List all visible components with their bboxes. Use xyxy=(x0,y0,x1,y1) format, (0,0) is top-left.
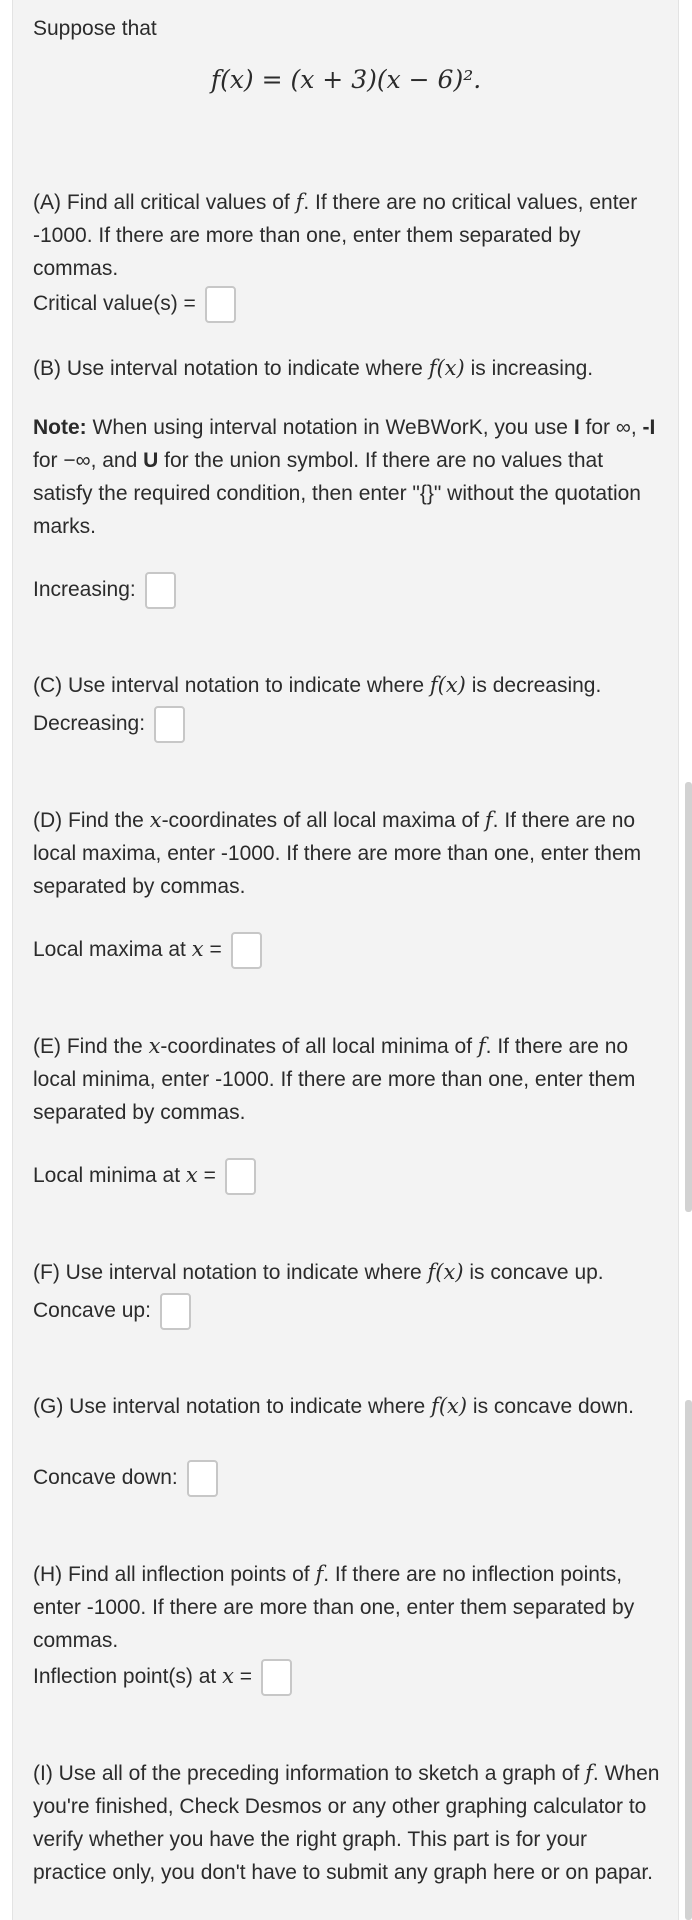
part-e-x: x xyxy=(148,1034,161,1058)
part-a-var: f xyxy=(295,190,304,214)
note-union-symbol: U xyxy=(143,449,159,472)
part-d-var: f xyxy=(484,808,493,832)
inflection-eq: = xyxy=(239,1665,253,1689)
local-maxima-eq: = xyxy=(209,938,222,962)
part-e-question xyxy=(33,1030,665,1129)
part-h-question xyxy=(33,1558,665,1657)
part-b-text: (B) Use interval notation to indicate where xyxy=(33,357,423,380)
part-e-text1: (E) Find the xyxy=(33,1035,143,1058)
local-minima-x: x xyxy=(185,1163,198,1188)
note-t3: for −∞, and xyxy=(33,449,144,472)
part-h-var: f xyxy=(315,1562,324,1586)
local-maxima-label: Local maxima at xyxy=(33,938,186,962)
part-c-text: (C) Use interval notation to indicate where xyxy=(33,674,425,697)
note-t2: for ∞, xyxy=(579,416,637,439)
function-formula xyxy=(0,60,692,100)
part-f-fx: f(x) xyxy=(427,1260,464,1284)
part-d-x: x xyxy=(149,808,162,832)
part-g-text-after: is concave down. xyxy=(472,1395,634,1418)
note-neg-infinity-symbol: -I xyxy=(642,416,656,439)
decreasing-label: Decreasing: xyxy=(33,712,146,736)
part-i-text-after: . When you're finished, Check Desmos or any other graphing calculator to verify whether you have the right graph. This part is for your practice only, you don't have to submit any graph here or on papar. xyxy=(33,1762,660,1884)
note-t1: When using interval notation in WeBWorK, you use xyxy=(86,416,574,439)
part-h-answer-row xyxy=(33,1659,665,1696)
part-b-question xyxy=(33,352,665,385)
part-b-fx: f(x) xyxy=(428,356,465,380)
critical-values-label: Critical value(s) = xyxy=(33,292,196,316)
local-minima-input[interactable] xyxy=(225,1158,256,1195)
part-f-answer-row xyxy=(33,1293,665,1330)
inflection-x: x xyxy=(222,1664,234,1689)
part-b-answer-row xyxy=(33,572,665,609)
local-minima-eq: = xyxy=(203,1164,216,1188)
part-g-question xyxy=(33,1390,665,1423)
part-e-text3: . If there are no local minima, enter -1000. If there are more than one, enter them separated by commas. xyxy=(33,1035,636,1124)
part-c-answer-row xyxy=(33,706,665,743)
part-d-text1: (D) Find the xyxy=(33,809,144,832)
part-d-question xyxy=(33,804,665,903)
critical-values-input[interactable] xyxy=(205,286,236,323)
part-d-answer-row xyxy=(33,932,665,969)
part-c-fx: f(x) xyxy=(429,673,466,697)
decreasing-input[interactable] xyxy=(154,706,185,743)
part-i-var: f xyxy=(585,1761,593,1785)
part-c-question xyxy=(33,669,665,702)
part-a-question xyxy=(33,186,665,285)
scrollbar-thumb-upper[interactable] xyxy=(685,782,692,1212)
part-d-text3: . If there are no local maxima, enter -1000. If there are more than one, enter them separated by commas. xyxy=(33,809,642,898)
formula-text: f(x) = (x + 3)(x − 6)². xyxy=(210,65,482,94)
part-i-text: (I) Use all of the preceding information to sketch a graph of xyxy=(33,1762,580,1785)
local-minima-label: Local minima at xyxy=(33,1164,181,1188)
concave-up-input[interactable] xyxy=(160,1293,191,1330)
part-a-text: (A) Find all critical values of xyxy=(33,191,290,214)
part-f-question xyxy=(33,1256,665,1289)
local-maxima-input[interactable] xyxy=(231,932,262,969)
scrollbar-thumb-lower[interactable] xyxy=(685,1400,692,1920)
part-a-answer-row xyxy=(33,286,665,323)
interval-note xyxy=(33,411,665,543)
part-d-text2: -coordinates of all local maxima of xyxy=(161,809,480,832)
part-h-text: (H) Find all inflection points of xyxy=(33,1563,310,1586)
note-infinity-symbol: I xyxy=(573,416,580,439)
part-i-question xyxy=(33,1757,665,1889)
note-t4: for the union symbol. If there are no values that satisfy the required condition, then enter "{}" without the quotation marks. xyxy=(33,449,641,538)
part-g-answer-row xyxy=(33,1460,665,1497)
increasing-input[interactable] xyxy=(145,572,176,609)
inflection-label: Inflection point(s) at xyxy=(33,1665,217,1689)
concave-down-input[interactable] xyxy=(187,1460,218,1497)
part-f-text-after: is concave up. xyxy=(469,1261,604,1284)
part-g-fx: f(x) xyxy=(431,1394,468,1418)
intro-text: Suppose that xyxy=(33,17,157,40)
part-f-text: (F) Use interval notation to indicate where xyxy=(33,1261,422,1284)
concave-up-label: Concave up: xyxy=(33,1299,151,1323)
part-e-var: f xyxy=(477,1034,486,1058)
note-label: Note: xyxy=(33,416,87,439)
part-e-answer-row xyxy=(33,1158,665,1195)
inflection-input[interactable] xyxy=(261,1659,292,1696)
increasing-label: Increasing: xyxy=(33,578,136,602)
local-maxima-x: x xyxy=(191,937,204,962)
part-g-text: (G) Use interval notation to indicate where xyxy=(33,1395,426,1418)
part-b-text-after: is increasing. xyxy=(470,357,594,380)
part-e-text2: -coordinates of all local minima of xyxy=(160,1035,473,1058)
concave-down-label: Concave down: xyxy=(33,1466,178,1490)
part-h-text-after: . If there are no inflection points, enter -1000. If there are more than one, enter them separated by commas. xyxy=(33,1563,635,1652)
part-a-text-after: . If there are no critical values, enter -1000. If there are more than one, enter them separated by commas. xyxy=(33,191,638,280)
part-c-text-after: is decreasing. xyxy=(471,674,602,697)
